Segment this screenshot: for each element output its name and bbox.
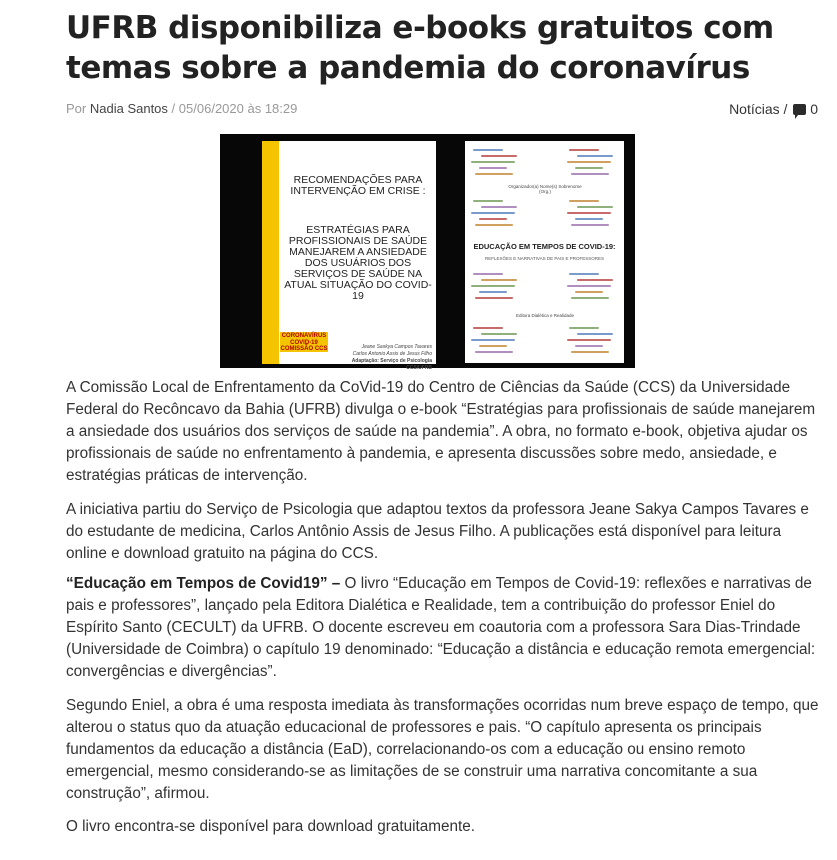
book-organizers: Organizador(a) Nome(s) Sobrenome (Org.)	[508, 184, 582, 194]
paragraph-2: A iniciativa partiu do Serviço de Psicologia que adaptou textos da professora Jeane Sakya Campos Tavares e do estudante de medicina, Carlos Antônio Assis de Jesus Filho. A publicações está disponível para leitura online e download gratuito na página do CCS.	[66, 501, 809, 562]
article-title: UFRB disponibiliza e-books gratuitos com temas sobre a pandemia do coronavírus	[66, 10, 774, 86]
post-date: 05/06/2020 às 18:29	[178, 101, 298, 116]
paragraph-1: A Comissão Local de Enfrentamento da CoVid-19 do Centro de Ciências da Saúde (CCS) da Universidade Federal do Recôncavo da Bahia (UFRB) divulga o e-book “Estratégias para profissionais de saúde manejarem a ansiedade dos usuários dos serviços de saúde na pandemia”. A obra, no formato e-book, objetiva ajudar os profissionais de saúde no enfrentamento à pandemia, e apresenta discussões sobre medo, ansiedade, e estratégias práticas de intervenção.	[66, 379, 816, 484]
word-cloud-6	[565, 269, 617, 303]
word-cloud-4	[565, 196, 617, 230]
word-cloud-1	[469, 145, 521, 179]
word-cloud-2	[565, 145, 617, 179]
paragraph-4: Segundo Eniel, a obra é uma resposta imediata às transformações ocorridas num breve espaço de tempo, que alterou o status quo da atuação educacional de professores e pais. “O capítulo apresenta os principais fundamentos da educação a distância (EaD), correlacionando-os com a educação ou ensino remoto emergencial, mesmo considerando-se as limitações de se construir uma narrativa concomitante a sua construção”, afirmou.	[66, 697, 819, 802]
paragraph-3-text: O livro “Educação em Tempos de Covid-19: reflexões e narrativas de pais e professores”, lançado pela Editora Dialética e Realidade, tem a contribuição do professor Eniel do Espírito Santo (CECULT) da UFRB. O docente escreveu em coautoria com a professora Sara Dias-Trindade (Universidade de Coimbra) o capítulo 19 denominado: “Educação a distância e educação remota emergencial: convergências e divergências”.	[66, 575, 816, 680]
cover-yellow-band	[262, 141, 279, 364]
cover-author-names: Jeane Saskya Campos Tavares Carlos Antonio Assis de Jesus Filho	[352, 344, 432, 357]
category-link[interactable]: Notícias	[729, 101, 780, 117]
meta-separator: /	[171, 101, 176, 116]
article-image	[220, 134, 635, 371]
paragraph-3-heading: “Educação em Tempos de Covid19” –	[66, 575, 341, 592]
comment-icon	[793, 104, 806, 115]
cover-title: RECOMENDAÇÕES PARA INTERVENÇÃO EM CRISE :	[290, 174, 426, 197]
ebook-cover-estrategias	[262, 141, 436, 371]
cover-footer: Adaptação: Serviço de Psicologia CCS/UFRB	[351, 358, 432, 371]
book-title: EDUCAÇÃO EM TEMPOS DE COVID-19:	[473, 242, 616, 251]
word-cloud-5	[469, 269, 521, 303]
meta-right	[729, 101, 818, 117]
comments-count: 0	[810, 101, 818, 117]
comments-link[interactable]	[791, 101, 818, 117]
book-publisher: Editora Dialética e Realidade	[515, 313, 575, 318]
word-cloud-3	[469, 196, 521, 230]
word-cloud-8	[565, 323, 617, 357]
paragraph-3	[66, 573, 824, 683]
article-meta	[66, 101, 818, 121]
book-subtitle: REFLEXÕES E NARRATIVAS DE PAIS E PROFESSORES	[484, 256, 605, 261]
word-cloud-7	[469, 323, 521, 357]
meta-separator-2: /	[783, 101, 788, 117]
ebook-cover-educacao	[465, 141, 624, 363]
paragraph-5: O livro encontra-se disponível para download gratuitamente.	[66, 818, 475, 835]
cover-authors	[332, 344, 432, 372]
cover-subtitle: ESTRATÉGIAS PARA PROFISSIONAIS DE SAÚDE MANEJAREM A ANSIEDADE DOS USUÁRIOS DOS SERVIÇOS DE SAÚDE NA ATUAL SITUAÇÃO DO COVID-19	[284, 224, 432, 302]
covid-commission-logo: CORONAVÍRUS COVID-19 COMISSÃO CCS	[280, 333, 328, 352]
author-link[interactable]: Nadia Santos	[89, 101, 168, 116]
by-label: Por	[66, 101, 87, 116]
